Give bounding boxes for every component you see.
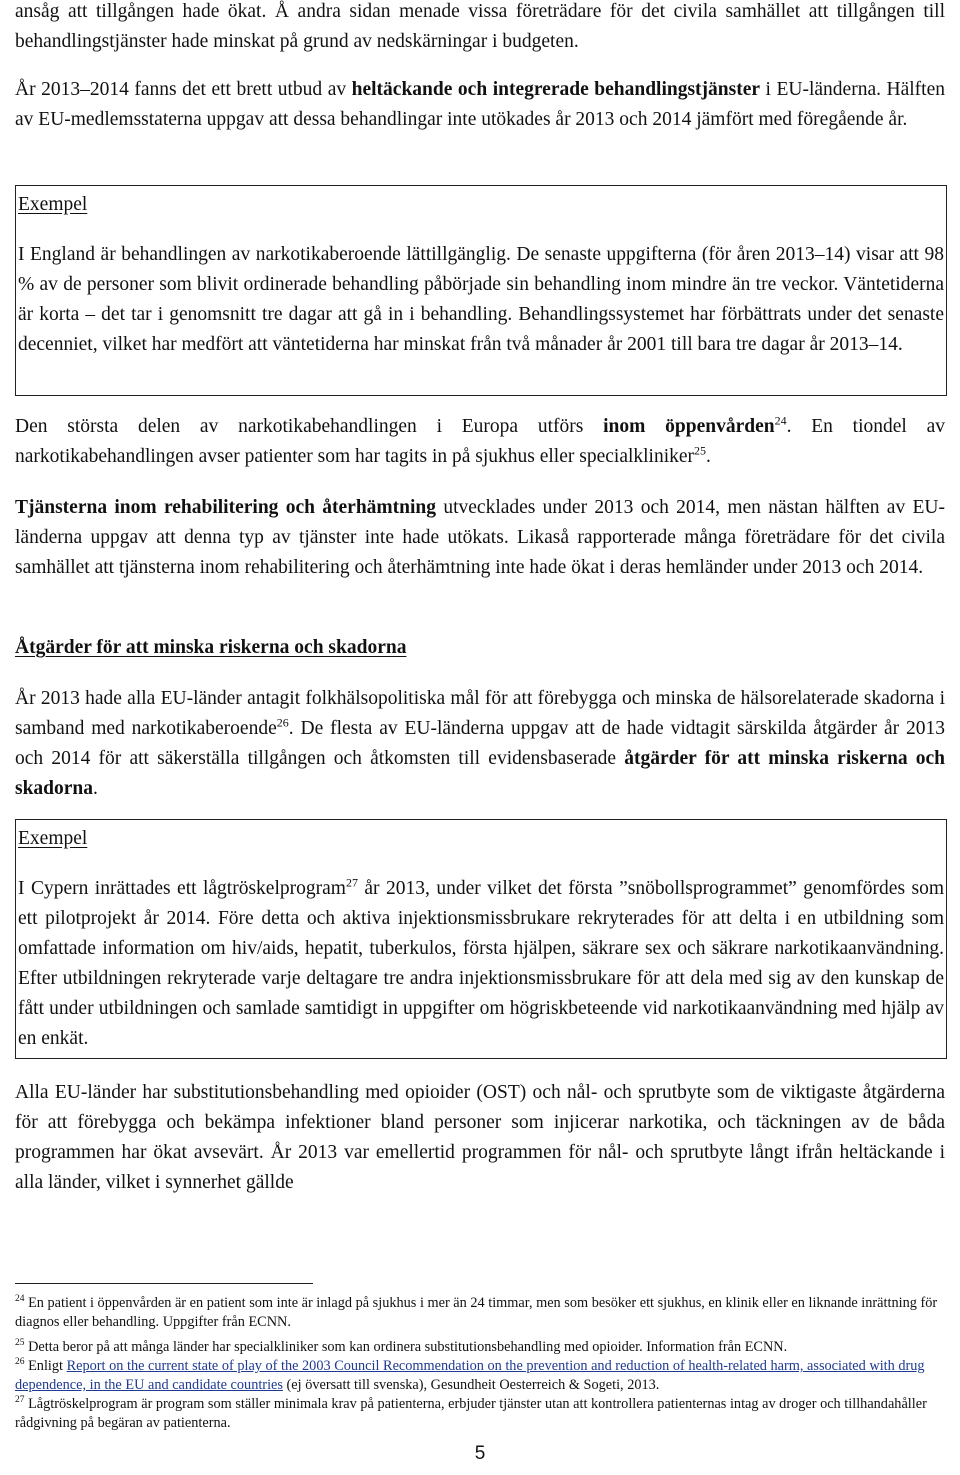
paragraph-text: . De flesta av EU-länderna uppgav att de hade vidtagit särskilda åtgärder år 2013 och 2014 för att säkerställa tillgången och åtkomsten till evidensbaserade xyxy=(15,718,945,769)
footnote-number: 26 xyxy=(15,1357,25,1368)
paragraph-text: . xyxy=(706,446,711,467)
bold-term: Tjänsterna inom rehabilitering och återhämtning xyxy=(15,497,437,518)
paragraph-substitution xyxy=(15,1078,945,1198)
paragraph-text: År 2013 hade alla EU-länder antagit folkhälsopolitiska mål för att förebygga och minska de hälsorelaterade skadorna i samband med narkotikaberoende xyxy=(15,688,945,739)
example-text: I Cypern inrättades ett lågtröskelprogram xyxy=(18,878,346,899)
example-title: Exempel xyxy=(18,828,88,849)
paragraph-text: ansåg att tillgången hade ökat. Å andra sidan menade vissa företrädare för det civila samhället att tillgången till behandlingstjänster hade minskat på grund av nedskärningar i budgeten. xyxy=(15,1,945,52)
paragraph-continuation xyxy=(15,0,945,57)
footnote-24 xyxy=(15,1294,945,1332)
paragraph-text: utvecklades under 2013 och 2014, men nästan hälften av EU-länderna uppgav att denna typ av tjänster inte hade utökats. Likaså rapporterade många företrädare för det civila samhället att tjänsterna inom rehabilitering och återhämtning inte hade ökat i deras hemländer under 2013 och 2014. xyxy=(15,497,945,578)
section-heading xyxy=(15,633,945,663)
paragraph-harm-reduction xyxy=(15,684,945,804)
paragraph-rehabilitation xyxy=(15,493,945,583)
bold-term: heltäckande och integrerade behandlingstjänster xyxy=(351,79,761,100)
example-title: Exempel xyxy=(18,194,88,215)
paragraph-text: År 2013–2014 fanns det ett brett utbud av xyxy=(15,79,352,100)
footnote-text: Lågtröskelprogram är program som ställer minimala krav på patienterna, erbjuder tjänster utan att kontrollera patienternas intag av droger och tillhandahåller rådgivning på begäran av patienterna. xyxy=(15,1396,927,1431)
footnote-ref[interactable]: 26 xyxy=(276,715,289,730)
paragraph-text: . En tiondel av narkotikabehandlingen avser patienter som har tagits in på sjukhus eller specialkliniker xyxy=(15,416,945,467)
footnote-number: 25 xyxy=(15,1338,25,1349)
paragraph-text: i EU-länderna. Hälften av EU-medlemsstaterna uppgav att dessa behandlingar inte utökades år 2013 och 2014 jämfört med föregående år. xyxy=(15,79,945,130)
footnote-number: 24 xyxy=(15,1294,25,1305)
footnote-text: (ej översatt till svenska), Gesundheit Oesterreich & Sogeti, 2013. xyxy=(282,1377,660,1393)
footnote-text: Enligt xyxy=(24,1358,67,1374)
bold-term: inom öppenvården xyxy=(603,416,775,437)
paragraph-text: Alla EU-länder har substitutionsbehandling med opioider (OST) och nål- och sprutbyte som de viktigaste åtgärderna för att förebygga och bekämpa infektioner bland personer som injicerar narkotika, och täckningen av de båda programmen har ökat avsevärt. År 2013 var emellertid programmen för nål- och sprutbyte långt ifrån heltäckande i alla länder, vilket i synnerhet gällde xyxy=(15,1082,945,1193)
footnote-27 xyxy=(15,1395,945,1433)
page-number: 5 xyxy=(474,1443,486,1464)
report-link[interactable]: Report on the current state of play of the 2003 Council Recommendation on the prevention and reduction of health-related harm, associated with drug dependence, in the EU and candidate countries xyxy=(15,1358,925,1393)
footnote-25 xyxy=(15,1338,945,1357)
paragraph-outpatient xyxy=(15,412,945,472)
example-text: I England är behandlingen av narkotikaberoende lättillgänglig. De senaste uppgifterna (för åren 2013–14) visar att 98 % av de personer som blivit ordinerade behandling påbörjade sin behandling inom mindre än tre veckor. Väntetiderna är korta – det tar i genomsnitt tre dagar att gå in i behandling. Behandlingssystemet har förbättrats under det senaste decenniet, vilket har medfört att väntetiderna har minskat från två månader år 2001 till bara tre dagar år 2013–14. xyxy=(18,244,944,355)
footnote-26 xyxy=(15,1357,945,1395)
example-box-england xyxy=(15,185,947,396)
paragraph-text: Den största delen av narkotikabehandlingen i Europa utförs xyxy=(15,416,604,437)
paragraph-text: . xyxy=(93,778,98,799)
footnote-text: En patient i öppenvården är en patient som inte är inlagd på sjukhus i mer än 24 timmar, men som besöker ett sjukhus, en klinik eller en liknande inrättning för diagnos eller behandling. Uppgifter från ECNN. xyxy=(15,1295,938,1330)
example-box-cyprus xyxy=(15,819,947,1059)
bold-term: åtgärder för att minska riskerna och skadorna xyxy=(15,748,946,799)
footnote-ref[interactable]: 24 xyxy=(774,413,787,428)
paragraph-treatment-services xyxy=(15,75,945,135)
example-text: år 2013, under vilket det första ”snöbollsprogrammet” genomfördes som ett pilotprojekt år 2014. Före detta och aktiva injektionsmissbrukare rekryterades för att delta i en utbildning som omfattade information om hiv/aids, hepatit, tuberkulos, första hjälpen, säkrare sex och säkrare narkotikaanvändning. Efter utbildningen rekryterade varje deltagare tre andra injektionsmissbrukare för att dela med sig av den kunskap de fått under utbildningen och samlade samtidigt in uppgifter om högriskbeteende vid narkotikaanvändning med hjälp av en enkät. xyxy=(18,878,944,1049)
footnote-ref[interactable]: 27 xyxy=(345,875,358,890)
footnote-ref[interactable]: 25 xyxy=(694,443,707,458)
footnote-text: Detta beror på att många länder har specialkliniker som kan ordinera substitutionsbehandling med opioider. Information från ECNN. xyxy=(24,1339,788,1355)
footnote-divider xyxy=(15,1283,313,1284)
heading-text: Åtgärder för att minska riskerna och skadorna xyxy=(15,637,407,658)
footnote-number: 27 xyxy=(15,1395,25,1406)
